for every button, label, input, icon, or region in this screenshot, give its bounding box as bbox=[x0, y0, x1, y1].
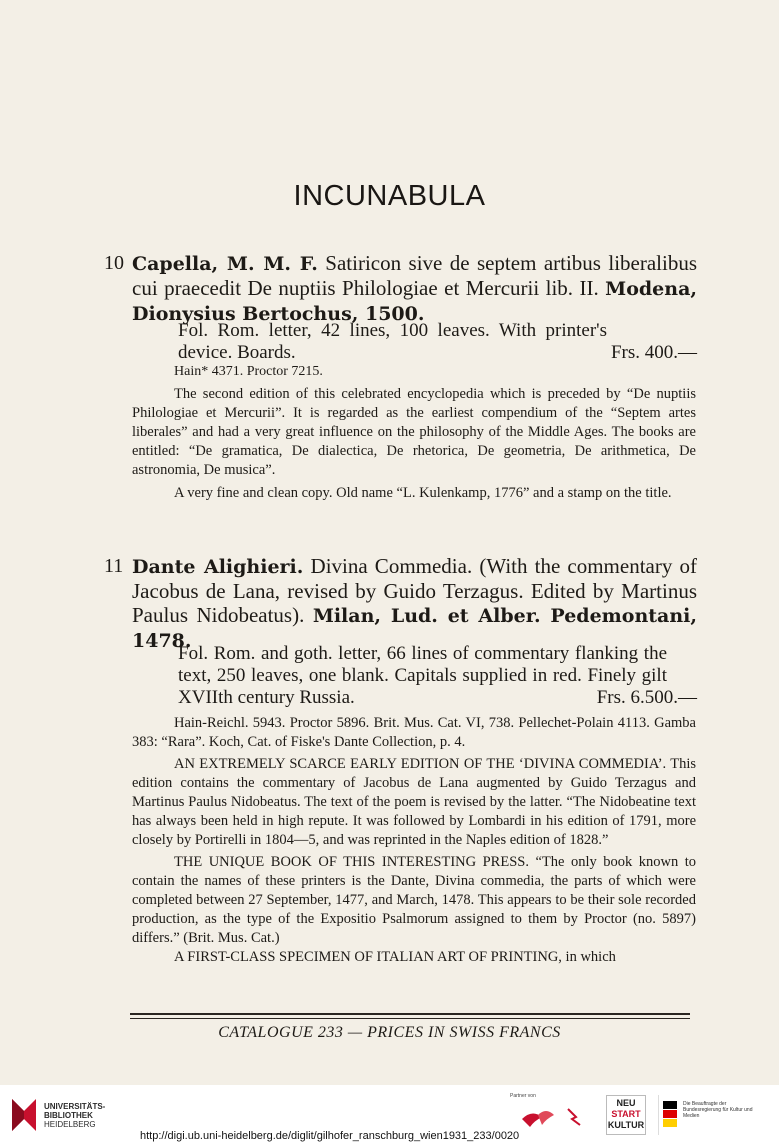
neustart-kultur-logo[interactable] bbox=[606, 1095, 646, 1135]
uni-line-3: HEIDELBERG bbox=[44, 1120, 96, 1129]
entry-11-note-2: THE UNIQUE BOOK OF THIS INTERESTING PRESS. “The only book known to contain the names of these printers is the Dante, Divina commedia, the parts of which were completed between 27 September, 1477, and March, 1478. This appears to be their sole recorded production, as the type of the Expositio Psalmorum assigned to them by Proctor (no. 5897) differs.” (Brit. Mus. Cat.) bbox=[132, 854, 696, 946]
bkm-logo[interactable] bbox=[658, 1095, 771, 1135]
entry-10-note-1: The second edition of this celebrated encyclopedia which is preceded by “De nuptiis Philologiae et Mercurii”. It is regarded as the earliest compendium of the “Septem artes liberales” and had a very great influence on the philosophy of the Middle Ages. The books are entitled: “De gramatica, De dialectica, De rhetorica, De geometria, De arithmetica, De astronomia, De musica”. bbox=[132, 386, 696, 478]
entry-11-heading bbox=[132, 554, 697, 653]
entry-11-notes bbox=[132, 714, 696, 967]
entry-10-heading bbox=[132, 251, 697, 326]
permalink-url[interactable]: http://digi.ub.uni-heidelberg.de/diglit/gilhofer_ranschburg_wien1931_233/0020 bbox=[140, 1130, 520, 1142]
entry-11-author: Dante Alighieri. bbox=[132, 556, 304, 578]
page-title: INCUNABULA bbox=[293, 180, 486, 212]
entry-11-description bbox=[132, 643, 697, 709]
entry-11-collation: Fol. Rom. and goth. letter, 66 lines of commentary flanking the text, 250 leaves, one blank. Capitals supplied in red. Finely gilt XVIIth century Russia. bbox=[178, 643, 667, 708]
entry-11-note-3: A FIRST-CLASS SPECIMEN OF ITALIAN ART OF PRINTING, in which bbox=[174, 949, 616, 965]
entry-11-imprint: Milan, Lud. et Alber. Pedemontani, 1478. bbox=[132, 605, 697, 652]
entry-10-imprint: Modena, Dionysius Bertochus, 1500. bbox=[132, 278, 697, 325]
entry-10-price: Frs. 400.— bbox=[610, 342, 697, 363]
deutsche-digitale-bibliothek-logo-icon[interactable] bbox=[520, 1103, 592, 1131]
entry-11-references: Hain-Reichl. 5943. Proctor 5896. Brit. Mus. Cat. VI, 738. Pellechet-Polain 4113. Gamba 383: “Rara”. Koch, Cat. of Fiske's Dante Collection, p. 4. bbox=[132, 715, 696, 750]
footer-rule-thick bbox=[130, 1013, 690, 1015]
footer-rule-thin bbox=[130, 1018, 690, 1019]
entry-11-title: Divina Commedia. (With the commentary of Jacobus de Lana, revised by Guido Terzagus. Edited by Martinus Paulus Nidobeatus). bbox=[132, 554, 697, 627]
bkm-text: Die Beauftragte der Bundesregierung für Kultur und Medien bbox=[683, 1101, 753, 1119]
entry-10-description bbox=[132, 320, 697, 364]
entry-number-11: 11 bbox=[104, 555, 124, 577]
neustart-line-2: START bbox=[611, 1109, 641, 1119]
federal-eagle-icon bbox=[663, 1101, 677, 1127]
page-footer: CATALOGUE 233 — PRICES IN SWISS FRANCS bbox=[218, 1024, 561, 1041]
entry-10-note-2: A very fine and clean copy. Old name “L. Kulenkamp, 1776” and a stamp on the title. bbox=[174, 485, 672, 501]
entry-10-notes bbox=[132, 385, 696, 503]
neustart-line-3: KULTUR bbox=[607, 1120, 645, 1130]
uni-line-2: BIBLIOTHEK bbox=[44, 1111, 93, 1120]
university-library-name[interactable] bbox=[44, 1102, 105, 1129]
entry-10-references: Hain* 4371. Proctor 7215. bbox=[174, 364, 323, 379]
entry-number-10: 10 bbox=[104, 252, 124, 274]
university-library-logo-icon[interactable] bbox=[8, 1095, 40, 1135]
entry-11-note-1: AN EXTREMELY SCARCE EARLY EDITION OF THE ‘DIVINA COMMEDIA’. This edition contains the commentary of Jacobus de Lana augmented by Guido Terzagus and Martinus Paulus Nidobeatus. The text of the poem is revised by the latter. “The Nidobeatine text has always been held in high repute. It was followed by Lombardi in his edition of 1791, more closely by Portirelli in 1804—5, and was reprinted in the Naples edition of 1828.” bbox=[132, 756, 696, 848]
entry-11-price: Frs. 6.500.— bbox=[596, 687, 697, 708]
neustart-line-1: NEU bbox=[616, 1098, 636, 1108]
partner-label: Partner von bbox=[510, 1093, 536, 1099]
entry-10-collation: Fol. Rom. letter, 42 lines, 100 leaves. With printer's device. Boards. bbox=[178, 320, 607, 363]
entry-10-author: Capella, M. M. F. bbox=[132, 253, 318, 275]
uni-line-1: UNIVERSITÄTS- bbox=[44, 1102, 106, 1111]
entry-10-title: Satiricon sive de septem artibus liberalibus cui praecedit De nuptiis Philologiae et Mercurii lib. II. bbox=[132, 251, 698, 300]
